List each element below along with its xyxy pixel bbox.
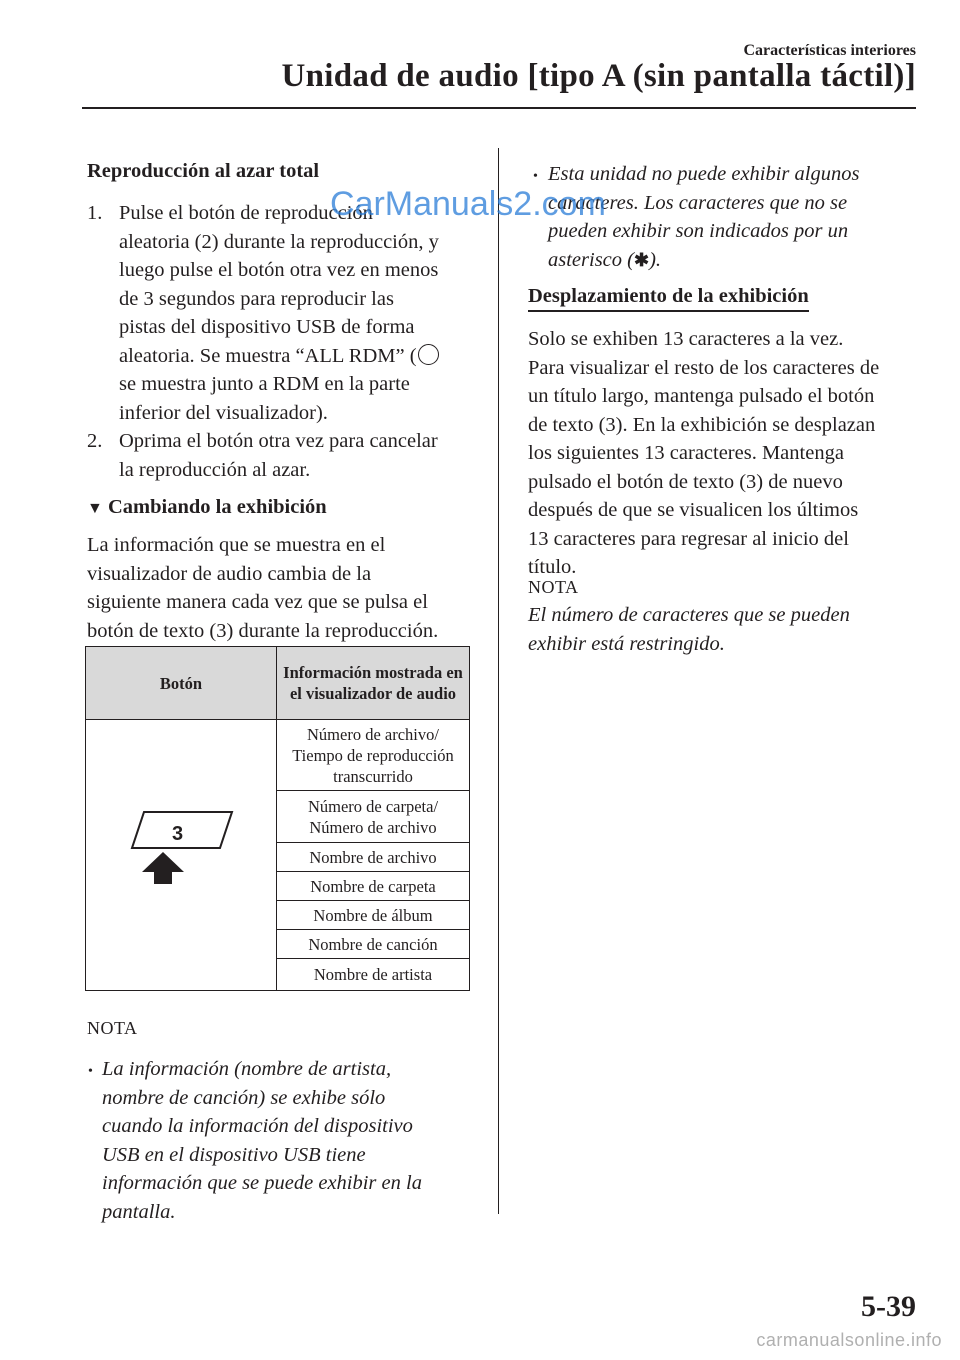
paragraph-line: después de que se visualicen los últimos bbox=[528, 499, 859, 521]
nota-line: La información (nombre de artista, bbox=[102, 1058, 392, 1080]
section-label: Características interiores bbox=[743, 42, 916, 59]
bullet-icon: • bbox=[88, 1064, 93, 1079]
nota-line: cuando la información del dispositivo bbox=[102, 1115, 413, 1137]
heading-changing-display bbox=[87, 496, 327, 519]
table-row: Número de carpeta/ Número de archivo bbox=[276, 790, 470, 843]
note-line: asterisco ( bbox=[548, 248, 634, 271]
table-row: Nombre de canción bbox=[276, 929, 470, 959]
step-number: 2. bbox=[87, 430, 103, 452]
nota-line: El número de caracteres que se pueden bbox=[528, 604, 850, 626]
button-number: 3 bbox=[172, 823, 184, 845]
step-line: aleatoria. Se muestra “ALL RDM” ( bbox=[119, 344, 417, 367]
paragraph-line: Para visualizar el resto de los caracteres de bbox=[528, 356, 880, 379]
table-row: Nombre de carpeta bbox=[276, 871, 470, 901]
bullet-icon: • bbox=[533, 169, 538, 184]
table-header-button: Botón bbox=[85, 646, 277, 720]
step-line: la reproducción al azar. bbox=[119, 458, 311, 481]
note-line: pueden exhibir son indicados por un bbox=[548, 220, 849, 242]
paragraph-line: botón de texto (3) durante la reproducción. bbox=[87, 619, 439, 642]
note-line: Esta unidad no puede exhibir algunos bbox=[548, 163, 860, 185]
heading-random-playback: Reproducción al azar total bbox=[87, 160, 320, 182]
note-line: caracteres. Los caracteres que no se bbox=[548, 191, 848, 214]
asterisk-icon: ✱ bbox=[633, 249, 650, 270]
step-line: se muestra junto a RDM en la parte bbox=[119, 373, 410, 395]
paragraph-line: de texto (3). En la exhibición se desplazan bbox=[528, 413, 876, 436]
table-header-info: Información mostrada en el visualizador de audio bbox=[276, 646, 470, 720]
nota-label: NOTA bbox=[528, 577, 579, 597]
table-row: Nombre de álbum bbox=[276, 900, 470, 930]
page-number: 5-39 bbox=[861, 1290, 916, 1323]
heading-scroll-display: Desplazamiento de la exhibición bbox=[528, 285, 809, 312]
nota-line: pantalla. bbox=[102, 1200, 176, 1223]
table-row: Nombre de artista bbox=[276, 958, 470, 991]
table-row: Nombre de archivo bbox=[276, 842, 470, 872]
paragraph-line: título. bbox=[528, 556, 577, 578]
nota-line: exhibir está restringido. bbox=[528, 632, 725, 655]
page-title: Unidad de audio [tipo A (sin pantalla táctil)] bbox=[281, 58, 916, 94]
title-rule bbox=[82, 107, 916, 109]
column-divider bbox=[498, 148, 499, 1214]
triangle-marker-icon: ▼ bbox=[87, 500, 103, 517]
nota-line: nombre de canción) se exhibe sólo bbox=[102, 1086, 386, 1109]
text-button-3-icon bbox=[126, 810, 236, 900]
step-line: pistas del dispositivo USB de forma bbox=[119, 316, 415, 338]
heading-text: Cambiando la exhibición bbox=[107, 496, 327, 518]
paragraph-line: pulsado el botón de texto (3) de nuevo bbox=[528, 470, 843, 493]
paragraph-line: visualizador de audio cambia de la bbox=[87, 562, 372, 585]
nota-label: NOTA bbox=[87, 1018, 138, 1038]
paragraph-line: siguiente manera cada vez que se pulsa el bbox=[87, 591, 428, 613]
paragraph-line: los siguientes 13 caracteres. Mantenga bbox=[528, 442, 844, 464]
table-row: Número de archivo/ Tiempo de reproducción transcurrido bbox=[276, 719, 470, 791]
paragraph-line: 13 caracteres para regresar al inicio del bbox=[528, 527, 849, 550]
step-line: aleatoria (2) durante la reproducción, y bbox=[119, 230, 439, 253]
step-line: luego pulse el botón otra vez en menos bbox=[119, 259, 439, 281]
step-line: de 3 segundos para reproducir las bbox=[119, 287, 394, 310]
nota-line: USB en el dispositivo USB tiene bbox=[102, 1143, 366, 1166]
display-info-table bbox=[85, 646, 470, 991]
footer-site-watermark: carmanualsonline.info bbox=[756, 1330, 942, 1350]
step-line: Oprima el botón otra vez para cancelar bbox=[119, 430, 438, 452]
note-line-end: ). bbox=[649, 248, 662, 271]
nota-line: información que se puede exhibir en la bbox=[102, 1172, 422, 1194]
watermark-logo: CarManuals2.com bbox=[330, 185, 606, 223]
paragraph-line: un título largo, mantenga pulsado el botón bbox=[528, 385, 875, 407]
step-line: inferior del visualizador). bbox=[119, 401, 328, 424]
step-number: 1. bbox=[87, 202, 103, 224]
paragraph-line: La información que se muestra en el bbox=[87, 534, 386, 556]
table-button-cell bbox=[85, 719, 277, 991]
step-line: Pulse el botón de reproducción bbox=[119, 202, 373, 224]
random-icon bbox=[418, 344, 439, 365]
paragraph-line: Solo se exhiben 13 caracteres a la vez. bbox=[528, 328, 844, 350]
